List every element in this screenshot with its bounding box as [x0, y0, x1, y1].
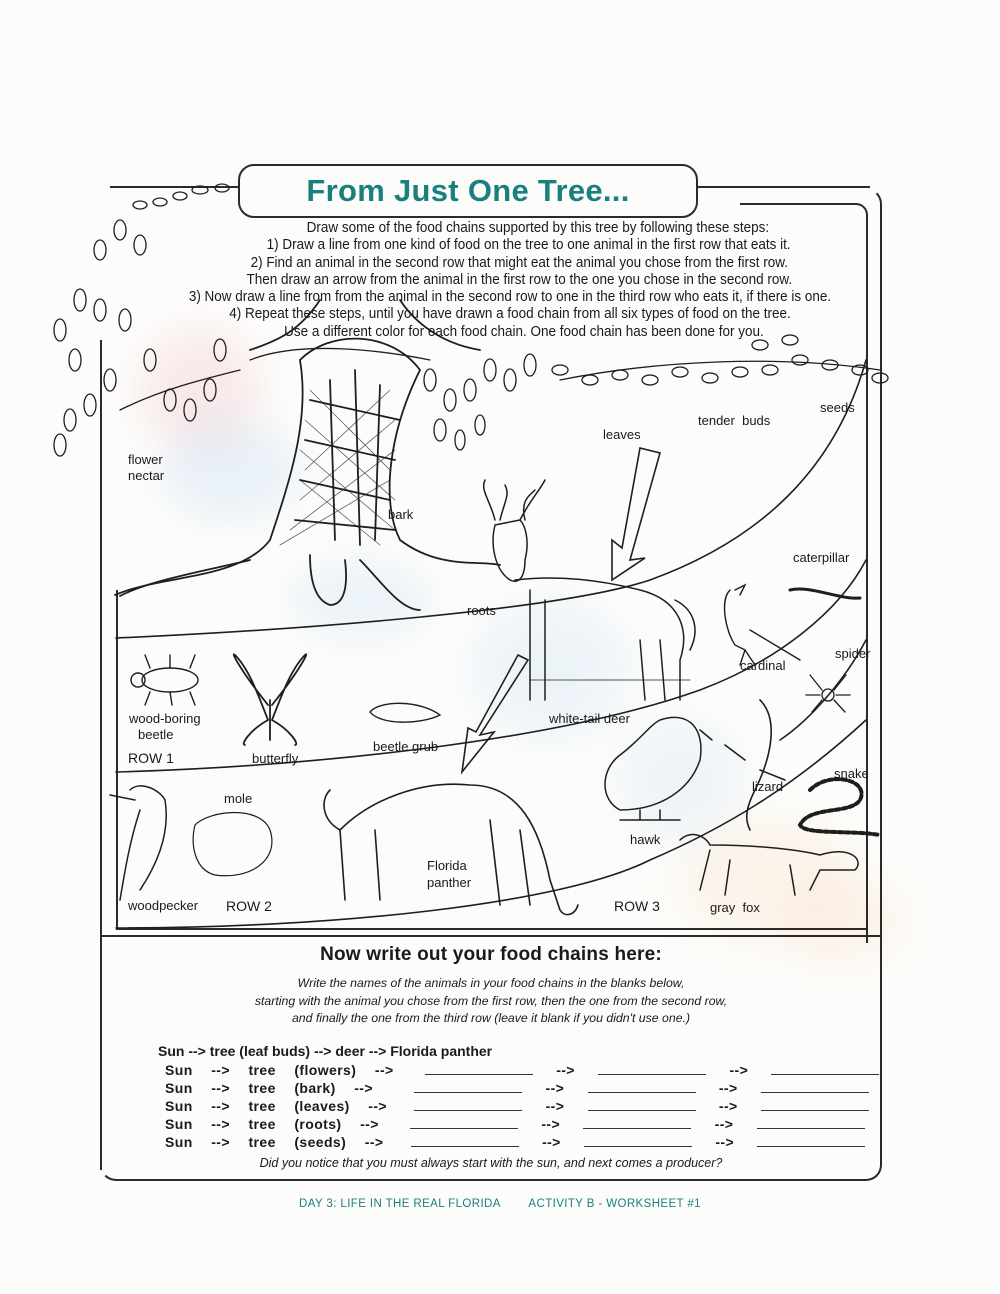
- label-white-tail-deer: white-tail deer: [549, 711, 630, 726]
- chain-arrow: -->: [541, 1116, 561, 1132]
- chain-blank-3[interactable]: [761, 1098, 869, 1111]
- label-snake: snake: [834, 766, 869, 781]
- instruction-step-2: 2) Find an animal in the second row that might eat the animal you chose from the first row.: [250, 254, 789, 271]
- chain-prefix: Sun --> tree (seeds) -->: [165, 1134, 384, 1150]
- row-3-label: ROW 3: [614, 898, 660, 914]
- chain-arrow: -->: [715, 1134, 735, 1150]
- chain-arrow: -->: [714, 1116, 734, 1132]
- chain-arrow: -->: [718, 1098, 738, 1114]
- title-banner: [238, 164, 698, 218]
- example-food-chain: Sun --> tree (leaf buds) --> deer --> Florida panther: [158, 1043, 493, 1059]
- chain-blank-2[interactable]: [588, 1080, 696, 1093]
- label-hawk: hawk: [630, 832, 661, 847]
- label-leaves: leaves: [603, 427, 641, 442]
- instruction-step-2b: Then draw an arrow from the animal in the first row to the one you chose in the second row.: [246, 271, 793, 288]
- footer-day-label: DAY 3: LIFE IN THE REAL FLORIDA: [299, 1198, 501, 1210]
- label-beetle-grub: beetle grub: [373, 739, 439, 754]
- chain-prefix: Sun --> tree (roots) -->: [165, 1116, 379, 1132]
- chains-desc-line-1: Write the names of the animals in your food chains in the blanks below,: [297, 976, 685, 990]
- chain-blank-3[interactable]: [757, 1134, 865, 1147]
- chain-arrow: -->: [545, 1098, 565, 1114]
- instruction-step-3: 3) Now draw a line from from the animal in the second row to one in the third row who eats it, if there is one.: [188, 289, 832, 306]
- chain-blank-2[interactable]: [584, 1134, 692, 1147]
- chain-prefix: Sun --> tree (leaves) -->: [165, 1098, 387, 1114]
- instructions: [175, 220, 845, 341]
- chain-blank-2[interactable]: [583, 1116, 691, 1129]
- chain-blank-1[interactable]: [425, 1062, 533, 1075]
- row-1-label: ROW 1: [128, 750, 174, 766]
- chain-prefix: Sun --> tree (bark) -->: [165, 1080, 373, 1096]
- label-tender-buds: tender buds: [698, 413, 771, 428]
- label-woodpecker: woodpecker: [128, 898, 199, 913]
- food-chain-row-bark: [165, 1080, 869, 1096]
- arrow-buds-to-deer: [612, 448, 660, 580]
- chain-blank-2[interactable]: [598, 1062, 706, 1075]
- chain-arrow: -->: [729, 1062, 749, 1078]
- chain-blank-1[interactable]: [410, 1116, 518, 1129]
- chain-arrow: -->: [545, 1080, 565, 1096]
- chain-blank-2[interactable]: [588, 1098, 696, 1111]
- instruction-note: Use a different color for each food chain. One food chain has been done for you.: [284, 323, 764, 340]
- instruction-intro: Draw some of the food chains supported by this tree by following these steps:: [306, 220, 770, 236]
- chain-arrow: -->: [556, 1062, 575, 1078]
- row1-top-curve: [116, 360, 866, 638]
- label-caterpillar: caterpillar: [793, 550, 850, 565]
- label-beetle: beetle: [138, 727, 174, 742]
- page-footer: [100, 1198, 900, 1210]
- chain-arrow: -->: [718, 1080, 738, 1096]
- chain-blank-1[interactable]: [414, 1098, 522, 1111]
- instruction-step-4: 4) Repeat these steps, until you have drawn a food chain from all six types of food on the tree.: [229, 306, 791, 323]
- label-roots: roots: [467, 603, 496, 618]
- food-chain-row-flowers: [165, 1062, 879, 1078]
- label-cardinal: cardinal: [740, 658, 786, 673]
- label-seeds: seeds: [820, 400, 855, 415]
- chain-blank-3[interactable]: [757, 1116, 865, 1129]
- label-butterfly: butterfly: [252, 751, 299, 766]
- worksheet-title: From Just One Tree...: [306, 173, 630, 208]
- chains-description: [100, 975, 882, 1028]
- footer-activity-label: ACTIVITY B - WORKSHEET #1: [528, 1198, 701, 1210]
- label-florida: Florida: [427, 858, 467, 873]
- arrow-deer-to-panther: [462, 655, 528, 772]
- row-2-label: ROW 2: [226, 898, 272, 914]
- label-spider: spider: [835, 646, 871, 661]
- chain-blank-3[interactable]: [761, 1080, 869, 1093]
- label-bark: bark: [388, 507, 414, 522]
- chains-note: Did you notice that you must always start with the sun, and next comes a producer?: [259, 1156, 723, 1170]
- chain-blank-1[interactable]: [414, 1080, 522, 1093]
- label-panther: panther: [427, 875, 472, 890]
- label-lizard: lizard: [752, 779, 784, 794]
- chain-blank-1[interactable]: [411, 1134, 519, 1147]
- chain-arrow: -->: [542, 1134, 561, 1150]
- chain-prefix: Sun --> tree (flowers) -->: [165, 1062, 394, 1078]
- label-gray-fox: gray fox: [710, 900, 760, 915]
- label-wood-boring: wood-boring: [129, 711, 201, 726]
- chains-desc-line-2: starting with the animal you chose from the first row, then the one from the second row,: [254, 993, 728, 1008]
- label-nectar: nectar: [128, 468, 165, 483]
- chains-desc-line-3: and finally the one from the third row (leave it blank if you didn't use one.): [291, 1011, 691, 1025]
- label-flower: flower: [128, 452, 163, 467]
- instruction-step-1: 1) Draw a line from one kind of food on the tree to one animal in the first row that eats it.: [266, 237, 791, 254]
- chains-heading: Now write out your food chains here:: [320, 944, 662, 965]
- food-chain-row-roots: [165, 1116, 865, 1132]
- chain-blank-3[interactable]: [771, 1062, 879, 1075]
- food-chain-row-seeds: [165, 1134, 865, 1150]
- food-chain-row-leaves: [165, 1098, 869, 1114]
- label-mole: mole: [224, 791, 253, 806]
